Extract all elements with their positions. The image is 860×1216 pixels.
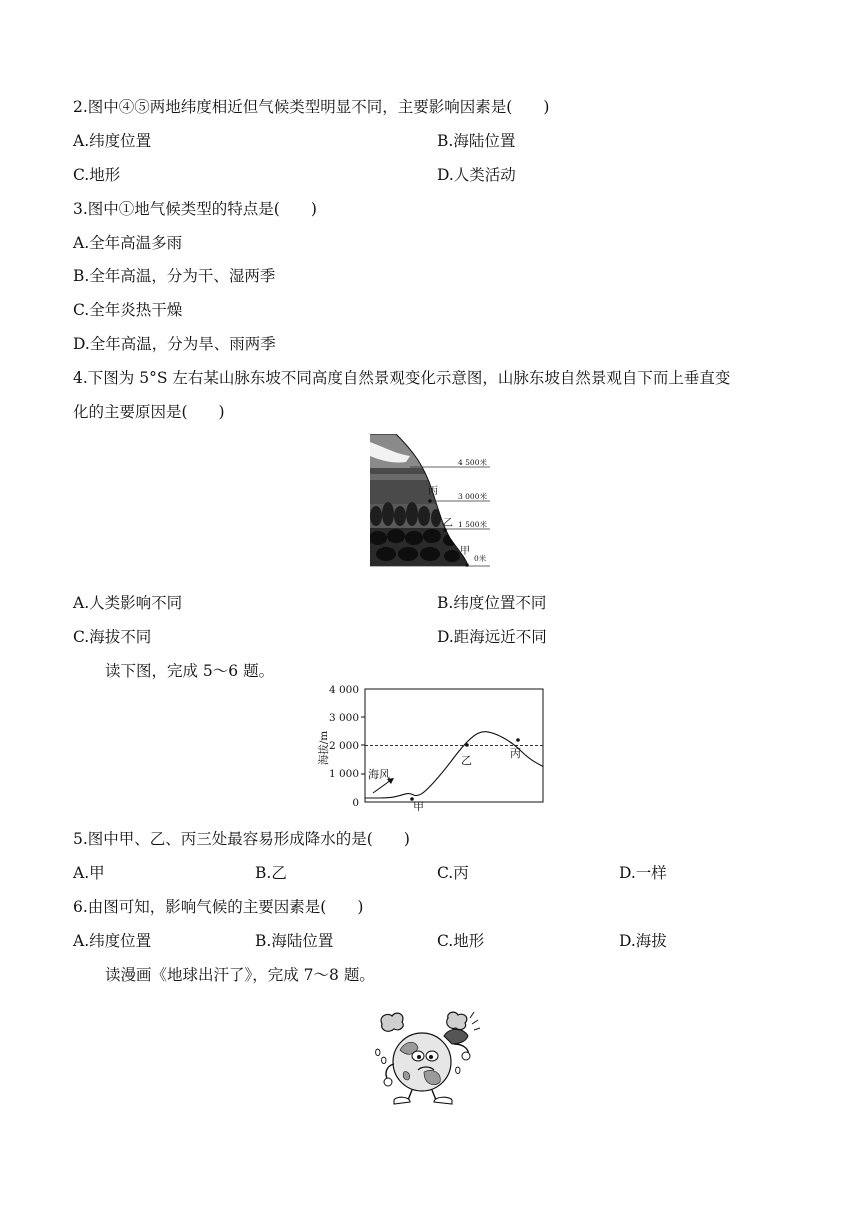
q3-option-b: B.全年高温，分为干、湿两季 xyxy=(73,267,276,285)
elevation-profile-chart xyxy=(315,682,547,816)
q2-option-b: B.海陆位置 xyxy=(437,132,516,150)
q6-stem: 6.由图可知，影响气候的主要因素是( ) xyxy=(73,898,364,916)
point-yi xyxy=(465,743,469,747)
q6-option-b: B.海陆位置 xyxy=(255,932,334,950)
sweating-earth-cartoon-icon xyxy=(370,1010,490,1110)
q4-option-b: B.纬度位置不同 xyxy=(437,594,547,612)
q4-option-c: C.海拔不同 xyxy=(73,628,152,646)
y-axis-label: 海拔/m xyxy=(318,730,330,766)
ytick-3000: 3 000 xyxy=(328,712,359,724)
label-bing: 丙 xyxy=(510,747,521,760)
ytick-4000: 4 000 xyxy=(328,684,359,696)
read-instruction-7-8: 读漫画《地球出汗了》，完成 7～8 题。 xyxy=(105,966,375,984)
level-label-1500: 1 500米 xyxy=(458,520,487,529)
q2-option-c: C.地形 xyxy=(73,166,121,184)
q6-option-c: C.地形 xyxy=(437,932,485,950)
level-label-0: 0米 xyxy=(474,554,487,563)
q5-option-c: C.丙 xyxy=(437,864,469,882)
q3-option-d: D.全年高温，分为旱、雨两季 xyxy=(73,335,276,353)
mountain-landscape-figure xyxy=(366,434,496,568)
ytick-2000: 2 000 xyxy=(328,740,359,752)
q5-option-a: A.甲 xyxy=(73,864,105,882)
q4-option-d: D.距海远近不同 xyxy=(437,628,547,646)
ytick-1000: 1 000 xyxy=(328,768,359,780)
q2-option-d: D.人类活动 xyxy=(437,166,516,184)
q4-stem-line2: 化的主要原因是( ) xyxy=(73,403,225,421)
q3-stem: 3.图中①地气候类型的特点是( ) xyxy=(73,200,317,218)
point-label-bing: 丙 xyxy=(428,486,438,497)
q2-stem: 2.图中④⑤两地纬度相近但气候类型明显不同，主要影响因素是( ) xyxy=(73,98,550,116)
q4-stem-line1: 4.下图为 5°S 左右某山脉东坡不同高度自然景观变化示意图，山脉东坡自然景观自下而上垂直变 xyxy=(73,369,731,387)
sea-wind-label: 海风 xyxy=(368,768,390,781)
point-bing xyxy=(516,738,520,742)
point-label-yi: 乙 xyxy=(443,518,453,529)
q5-option-d: D.一样 xyxy=(619,864,667,882)
point-label-jia: 甲 xyxy=(460,546,470,557)
level-label-3000: 3 000米 xyxy=(458,492,487,501)
q3-option-a: A.全年高温多雨 xyxy=(73,234,183,252)
level-label-4500: 4 500米 xyxy=(458,458,487,467)
ytick-0: 0 xyxy=(352,797,359,809)
q6-option-a: A.纬度位置 xyxy=(73,932,152,950)
read-instruction-5-6: 读下图，完成 5～6 题。 xyxy=(105,662,275,680)
point-jia xyxy=(410,797,414,801)
label-yi: 乙 xyxy=(461,754,472,767)
q3-option-c: C.全年炎热干燥 xyxy=(73,301,183,319)
label-jia: 甲 xyxy=(413,800,424,813)
q5-option-b: B.乙 xyxy=(255,864,287,882)
q4-option-a: A.人类影响不同 xyxy=(73,594,183,612)
q6-option-d: D.海拔 xyxy=(619,932,667,950)
q2-option-a: A.纬度位置 xyxy=(73,132,152,150)
q5-stem: 5.图中甲、乙、丙三处最容易形成降水的是( ) xyxy=(73,830,410,848)
